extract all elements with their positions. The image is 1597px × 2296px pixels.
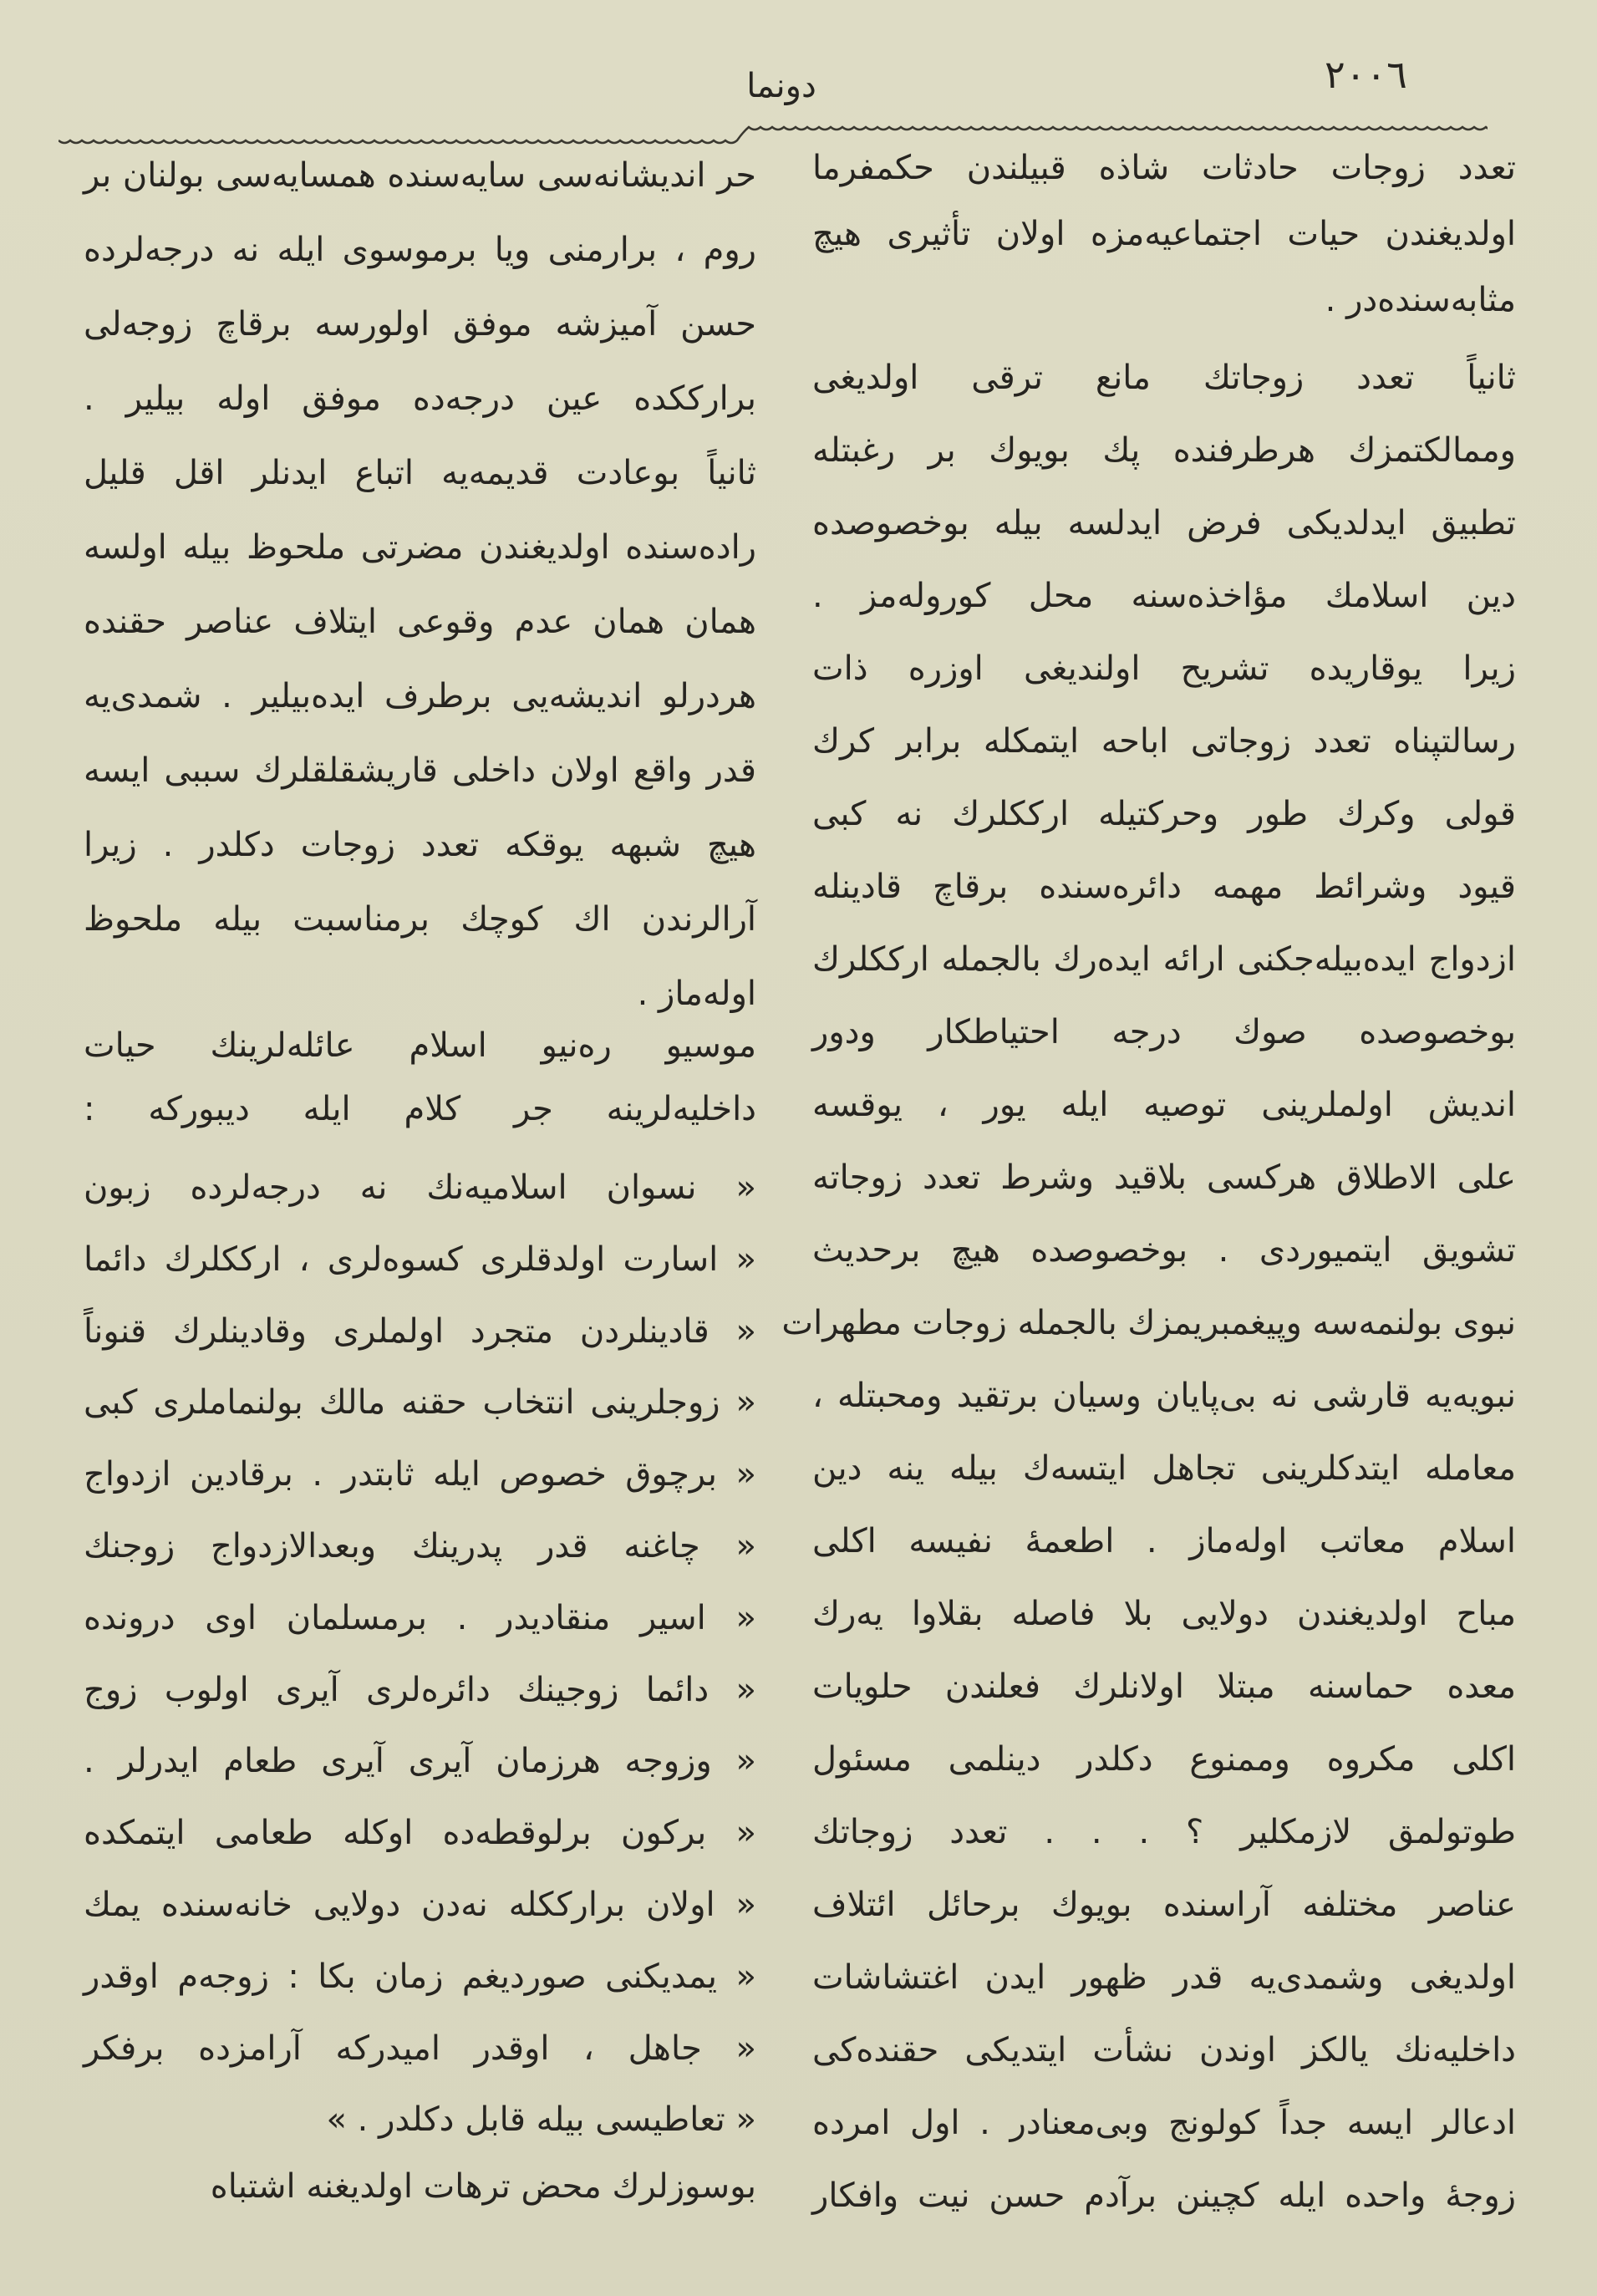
text-line: معامله ایتدکلرینی تجاهل ایتسه‌ك بیله ینه دین — [812, 1449, 1516, 1488]
text-line: عناصر مختلفه آراسنده بویوك برحائل ائتلاف — [812, 1886, 1516, 1924]
text-line: راده‌سنده اولدیغندن مضرتی ملحوظ بیله اولسه — [84, 528, 756, 567]
text-line: تعدد زوجات حادثات شاذه قبیلندن حکمفرما — [812, 149, 1516, 187]
text-line: قولی وکرك طور وحرکتیله ارککلرك نه کبی — [812, 795, 1516, 833]
text-line: زیرا یوقاریده تشریح اولندیغی اوزره ذات — [812, 649, 1516, 688]
text-line: اکلی مکروه وممنوع دکلدر دینلمی مسئول — [812, 1740, 1516, 1779]
text-line: روم ، برارمنی ویا برموسوی ایله نه درجه‌لرده — [84, 231, 756, 269]
text-line: « اسارت اولدقلری کسوه‌لری ، ارککلرك دائما — [84, 1240, 756, 1279]
left-column — [84, 0, 756, 2296]
text-line: طوتولمق لازمکلیر ؟ . . . تعدد زوجاتك — [812, 1813, 1516, 1851]
text-line: « قادینلردن متجرد اولملری وقادینلرك قنوناً — [84, 1311, 756, 1351]
text-line: ثانیاً بوعادت قدیمه‌یه اتباع ایدنلر اقل قلیل — [84, 454, 756, 492]
text-line: زوجهٔ واحده ایله کچینن برآدم حسن نیت وافکار — [812, 2176, 1516, 2215]
text-line: « برکون برلوقطه‌ده اوکله طعامی ایتمکده — [84, 1814, 756, 1853]
text-line: « دائما زوجینك دائره‌لری آیری اولوب زوج — [84, 1670, 756, 1709]
text-line: نبوی بولنمه‌سه وپیغمبریمزك بالجمله زوجات مطهرات — [781, 1304, 1516, 1342]
text-line: موسیو ره‌نیو اسلام عائله‌لرینك حیات — [84, 1026, 756, 1065]
text-line: ازدواج ایده‌بیله‌جکنی ارائه ایده‌رك بالجمله ارککلرك — [812, 940, 1516, 979]
text-line: رسالتپناه تعدد زوجاتی اباحه ایتمکله برابر کرك — [812, 722, 1516, 761]
text-line: تشویق ایتمیوردی . بوخصوصده هیچ برحدیث — [812, 1231, 1516, 1270]
text-line: علی الاطلاق هرکسی بلاقید وشرط تعدد زوجاته — [812, 1158, 1516, 1197]
text-line: تطبیق ایدلدیکی فرض ایدلسه بیله بوخصوصده — [812, 504, 1516, 542]
text-line: هردرلو اندیشه‌یی برطرف ایده‌بیلیر . شمدی‌یه — [84, 677, 756, 715]
text-line: آرالرندن اك کوچك برمناسبت بیله ملحوظ — [84, 900, 756, 939]
text-line: « تعاطیسی بیله قابل دکلدر . » — [326, 2100, 756, 2140]
text-line: « یمدیکنی صوردیغم زمان بکا : زوجه‌م اوقدر — [84, 1957, 756, 1996]
text-line: بوسوزلرك محض ترهات اولدیغنه اشتباه — [210, 2167, 756, 2206]
text-line: « وزوجه هرزمان آیری آیری طعام ایدرلر . — [84, 1742, 756, 1781]
text-line: اوله‌ماز . — [637, 975, 756, 1013]
text-line: اولدیغندن حیات اجتماعیه‌مزه اولان تأثیری هیچ — [812, 215, 1516, 253]
text-line: حسن آمیزشه موفق اولورسه برقاچ زوجه‌لی — [84, 305, 756, 344]
text-line: ادعالر ایسه جداً کولونج وبی‌معنادر . اول امرده — [812, 2104, 1516, 2142]
text-line: نبویه‌یه قارشی نه بی‌پایان وسیان برتقید ومحبتله ، — [812, 1377, 1516, 1415]
text-line: ثانیاً تعدد زوجاتك مانع ترقی اولدیغی — [812, 359, 1516, 397]
text-line: بوخصوصده صوك درجه احتیاطکار ودور — [812, 1013, 1516, 1051]
text-line: اولدیغی وشمدی‌یه قدر ظهور ایدن اغتشاشات — [812, 1958, 1516, 1997]
text-line: قدر واقع اولان داخلی قاریشقلقلرك سببی ایسه — [84, 751, 756, 790]
text-line: « چاغنه قدر پدرینك وبعدالازدواج زوجنك — [84, 1527, 756, 1565]
text-line: اندیش اولملرینی توصیه ایله یور ، یوقسه — [812, 1086, 1516, 1124]
text-line: « زوجلرینی انتخاب حقنه مالك بولنماملری کبی — [84, 1383, 756, 1423]
text-line: برارککده عین درجه‌ده موفق اوله بیلیر . — [84, 379, 756, 418]
page-number: ٢٠٠٦ — [1325, 52, 1407, 97]
text-line: همان همان عدم وقوعی ایتلاف عناصر حقنده — [84, 603, 756, 641]
text-line: اسلام معاتب اوله‌ماز . اطعمهٔ نفیسه اکلی — [812, 1522, 1516, 1560]
text-line: « اسیر منقادیدر . برمسلمان اوی درونده — [84, 1598, 756, 1637]
text-line: « اولان برارککله نه‌دن دولایی خانه‌سنده یمك — [84, 1886, 756, 1924]
text-line: مباح اولدیغندن دولایی بلا فاصله بقلاوا یه‌رك — [812, 1595, 1516, 1633]
text-line: « نسوان اسلامیه‌نك نه درجه‌لرده زبون — [84, 1168, 756, 1207]
text-line: دین اسلامك مؤاخذه‌سنه محل کوروله‌مز . — [812, 577, 1516, 615]
text-line: حر اندیشانه‌سی سایه‌سنده همسایه‌سی بولنان بر — [84, 156, 756, 195]
text-line: معده حماسنه مبتلا اولانلرك فعلندن حلویات — [812, 1667, 1516, 1706]
text-line: قیود وشرائط مهمه دائره‌سنده برقاچ قادینله — [812, 868, 1516, 906]
text-line: « برچوق خصوص ایله ثابتدر . برقادین ازدواج — [84, 1455, 756, 1494]
text-line: وممالکتمزك هرطرفنده پك بویوك بر رغبتله — [812, 431, 1516, 470]
text-line: داخلیه‌لرینه جر کلام ایله دیبورکه : — [84, 1090, 756, 1128]
running-title: دونما — [746, 67, 816, 105]
text-line: « جاهل ، اوقدر امیدرکه آرامزده برفکر — [84, 2029, 756, 2068]
text-line: مثابه‌سنده‌در . — [1325, 281, 1516, 319]
text-line: هیچ شبهه یوقکه تعدد زوجات دکلدر . زیرا — [84, 826, 756, 864]
text-line: داخلیه‌نك یالکز اوندن نشأت ایتدیکی حقنده‌کی — [812, 2031, 1516, 2069]
